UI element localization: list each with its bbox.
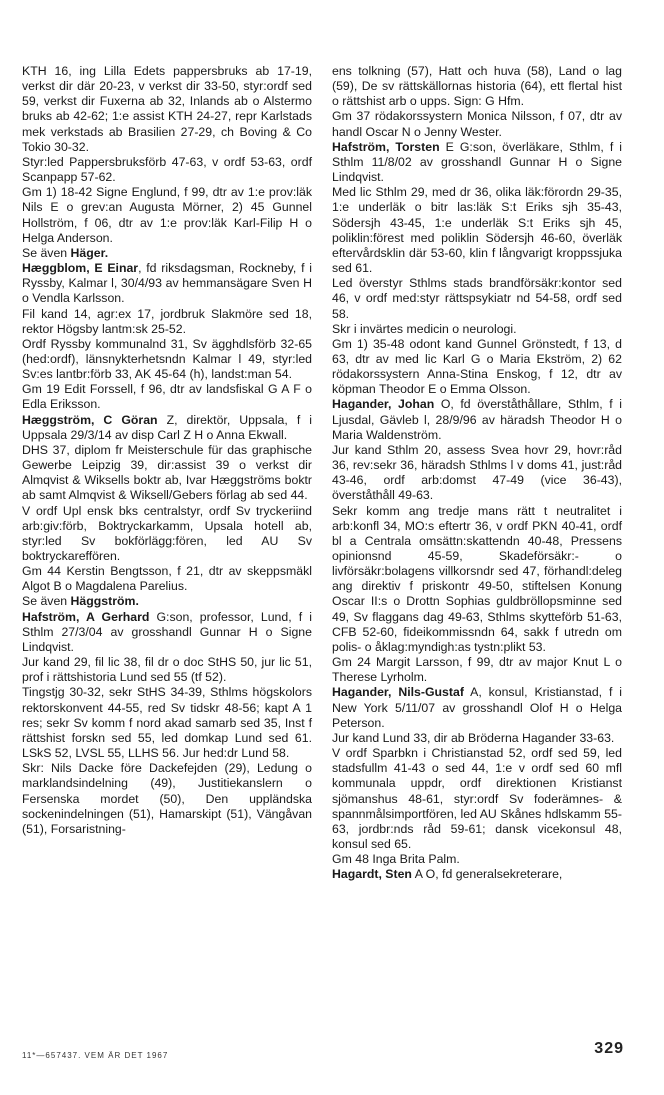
entry-paragraph: Hafström, Torsten E G:son, överläkare, Sthlm, f i Sthlm 11/8/02 av grosshandl Gunnar H o Signe Lindqvist. [332, 139, 622, 185]
entry-paragraph: Hagardt, Sten A O, fd generalsekreterare, [332, 867, 563, 882]
entry-paragraph: Skr i invärtes medicin o neurologi. [332, 321, 517, 336]
entry-paragraph: Led överstyr Sthlms stads brandförsäkr:kontor sed 46, v ordf med:styr rättspsykiatr nd 54-58, ordf sed 58. [332, 276, 622, 321]
entry-paragraph: Jur kand Sthlm 20, assess Svea hovr 29, hovr:råd 36, rev:sekr 36, häradsh Sthlms l v doms 41, just:råd 43-46, ordf arb:domst 47-49 (vice 36-43), överståthåll 49-63. [332, 442, 622, 503]
entry-paragraph: Sekr komm ang tredje mans rätt t neutralitet i arb:konfl 34, MO:s eftertr 36, v ordf PKN 40-41, ordf bl a Centrala omsättn:skattendn 40-48, Pressens opinionsnd 45-59, Skadeförsäkr:- o livförsäkr:bolagens villkorsndr sed 47, förhandl:deleg ang direktiv f priskontr 49-50, stiftelsen Konung Oscar II:s o Drottn Sophias guldbröllopsminne sed 49, Sv flaggans dag 49-63, Sthlms skytteförb 51-63, CFB 52-60, fideikommissndn 64, sakk f utredn om polis- o åklag:myndigh:as tystn:plikt 53. [332, 503, 622, 654]
entry-paragraph: Hæggström, C Göran Z, direktör, Uppsala, f i Uppsala 29/3/14 av disp Carl Z H o Anna Ekwall. [22, 412, 312, 442]
entry-paragraph: V ordf Sparbkn i Christianstad 52, ordf sed 59, led stadsfullm 41-43 o sed 44, 1:e v ordf sed 60 mfl kommunala uppdr, ordf direktionen Kristianst sjömanshus 48-61, styr:ordf Sv foderämnes- & spannmålsimportfören, led AU Skånes hdlskamm 55-63, jordbr:nds råd 59-61; dansk vicekonsul 48, konsul sed 65. [332, 746, 622, 851]
entry-paragraph: Jur kand 29, fil lic 38, fil dr o doc StHS 50, jur lic 51, prof i rättshistoria Lund sed 55 (tf 52). [22, 655, 312, 685]
entry-paragraph: Med lic Sthlm 29, med dr 36, olika läk:förordn 29-35, 1:e underläk o bitr las:läk S:t Eriks sjh 35-43, Södersjh 43-45, 1:e underläk S:t Eriks sjh 45, poliklin:förest med poliklin Södersjh 46-60, överläk eftervårdsklin där 53-60, klin f långvarigt kroppssjuka sed 61. [332, 185, 622, 276]
entry-paragraph: Hafström, A Gerhard G:son, professor, Lund, f i Sthlm 27/3/04 av grosshandl Gunnar H o Signe Lindqvist. [22, 609, 312, 654]
entry-paragraph: Jur kand Lund 33, dir ab Bröderna Hagander 33-63. [332, 730, 615, 745]
entry-paragraph: Hæggblom, E Einar, fd riksdagsman, Rockneby, f i Ryssby, Kalmar l, 30/4/93 av hemmansägare Sven H o Vendla Karlsson. [22, 261, 312, 306]
entry-paragraph: Hagander, Nils-Gustaf A, konsul, Kristianstad, f i New York 5/11/07 av grosshandl Olof H o Helga Peterson. [332, 685, 622, 730]
entry-paragraph: Ordf Ryssby kommunalnd 31, Sv ägghdlsförb 32-65 (hed:ordf), länsnykterhetsndn Kalmar l 49, styr:led Sv:es lantbr:förb 33, AK 45-64 (h), landst:man 54. [22, 336, 312, 382]
entry-paragraph: Gm 1) 18-42 Signe Englund, f 99, dtr av 1:e prov:läk Nils E o grev:an Augusta Mörner, 2) 45 Gunnel Hollström, f 06, dtr av 1:e prov:läk Karl-Filip H o Helga Anderson. [22, 185, 312, 245]
right-column [332, 64, 622, 882]
entry-paragraph: Se även Häger. [22, 245, 109, 260]
entry-paragraph: Tingstjg 30-32, sekr StHS 34-39, Sthlms högskolors rektorskonvent 44-55, red Sv tidskr 48-56; kapt A 1 res; sekr Sv komm f nord akad samarb sed 35, Inst f rättshist forskn sed 55, led domkap Lund sed 61. LSkS 52, LVSL 55, LLHS 56. Jur hed:dr Lund 58. [22, 685, 312, 761]
entry-paragraph: Gm 44 Kerstin Bengtsson, f 21, dtr av skeppsmäkl Algot B o Magdalena Parelius. [22, 564, 312, 594]
entry-paragraph: Hagander, Johan O, fd överståthållare, Sthlm, f i Ljusdal, Gävleb l, 28/9/96 av häradsh Theodor H o Maria Waldenström. [332, 397, 622, 442]
entry-paragraph: DHS 37, diplom fr Meisterschule für das graphische Gewerbe Leipzig 39, dir:assist 39 o verkst dir Almqvist & Wiksells boktr ab, Ivar Hæggströms boktr ab samt Almqvist & Wiksell/Gebers förlag ab sed 44. [22, 442, 312, 503]
entry-paragraph: Se även Häggström. [22, 594, 139, 609]
entry-paragraph: Gm 37 rödakorssystern Monica Nilsson, f 07, dtr av handl Oscar N o Jenny Wester. [332, 109, 622, 139]
entry-paragraph: Skr: Nils Dacke före Dackefejden (29), Ledung o marklandsindelning (49), Justitiekanslern o Fersenska mordet (50), Den uppländska sockenindelningen (51), Hamarskipt (51), Vängåvan (51), Forsaristning- [22, 761, 312, 836]
print-footer: 11*—657437. VEM ÄR DET 1967 [22, 1051, 169, 1060]
entry-paragraph: Gm 24 Margit Larsson, f 99, dtr av major Knut L o Therese Lyrholm. [332, 655, 622, 685]
left-column [22, 64, 312, 837]
entry-paragraph: V ordf Upl ensk bks centralstyr, ordf Sv tryckeriind arb:giv:förb, Boktryckarkamm, Upsala hotell ab, styr:led Sv bokförlägg:fören, led AU Sv boktryckareffören. [22, 503, 312, 563]
entry-paragraph: ens tolkning (57), Hatt och huva (58), Land o lag (59), De sv rättskällornas historia (64), ett flertal hist o rättshist arb o upps. Sign: G Hfm. [332, 64, 622, 109]
entry-paragraph: Gm 48 Inga Brita Palm. [332, 852, 460, 867]
entry-paragraph: Styr:led Pappersbruksförb 47-63, v ordf 53-63, ordf Scanpapp 57-62. [22, 154, 312, 185]
entry-paragraph: Fil kand 14, agr:ex 17, jordbruk Slakmöre sed 18, rektor Högsby lantm:sk 25-52. [22, 306, 312, 336]
entry-paragraph: Gm 19 Edit Forssell, f 96, dtr av landsfiskal G A F o Edla Eriksson. [22, 382, 312, 412]
entry-paragraph: KTH 16, ing Lilla Edets pappersbruks ab 17-19, verkst dir där 20-23, v verkst dir 33-50, styr:ordf sed 59, verkst dir Fuxerna ab 32, Inlands ab o Alstermo bruks ab 42-62; 1:e assist KTH 24-27, repr Karlstads mek verkstads ab Brasilien 27-29, ch Boving & Co Tokio 30-32. [22, 64, 312, 154]
page-number: 329 [594, 1040, 624, 1057]
entry-paragraph: Gm 1) 35-48 odont kand Gunnel Grönstedt, f 13, d 63, dtr av med lic Karl G o Maria Ekström, 2) 62 rödakorssystern Anna-Stina Enskog, f 12, dtr av köpman Theodor E o Emma Olsson. [332, 336, 622, 397]
